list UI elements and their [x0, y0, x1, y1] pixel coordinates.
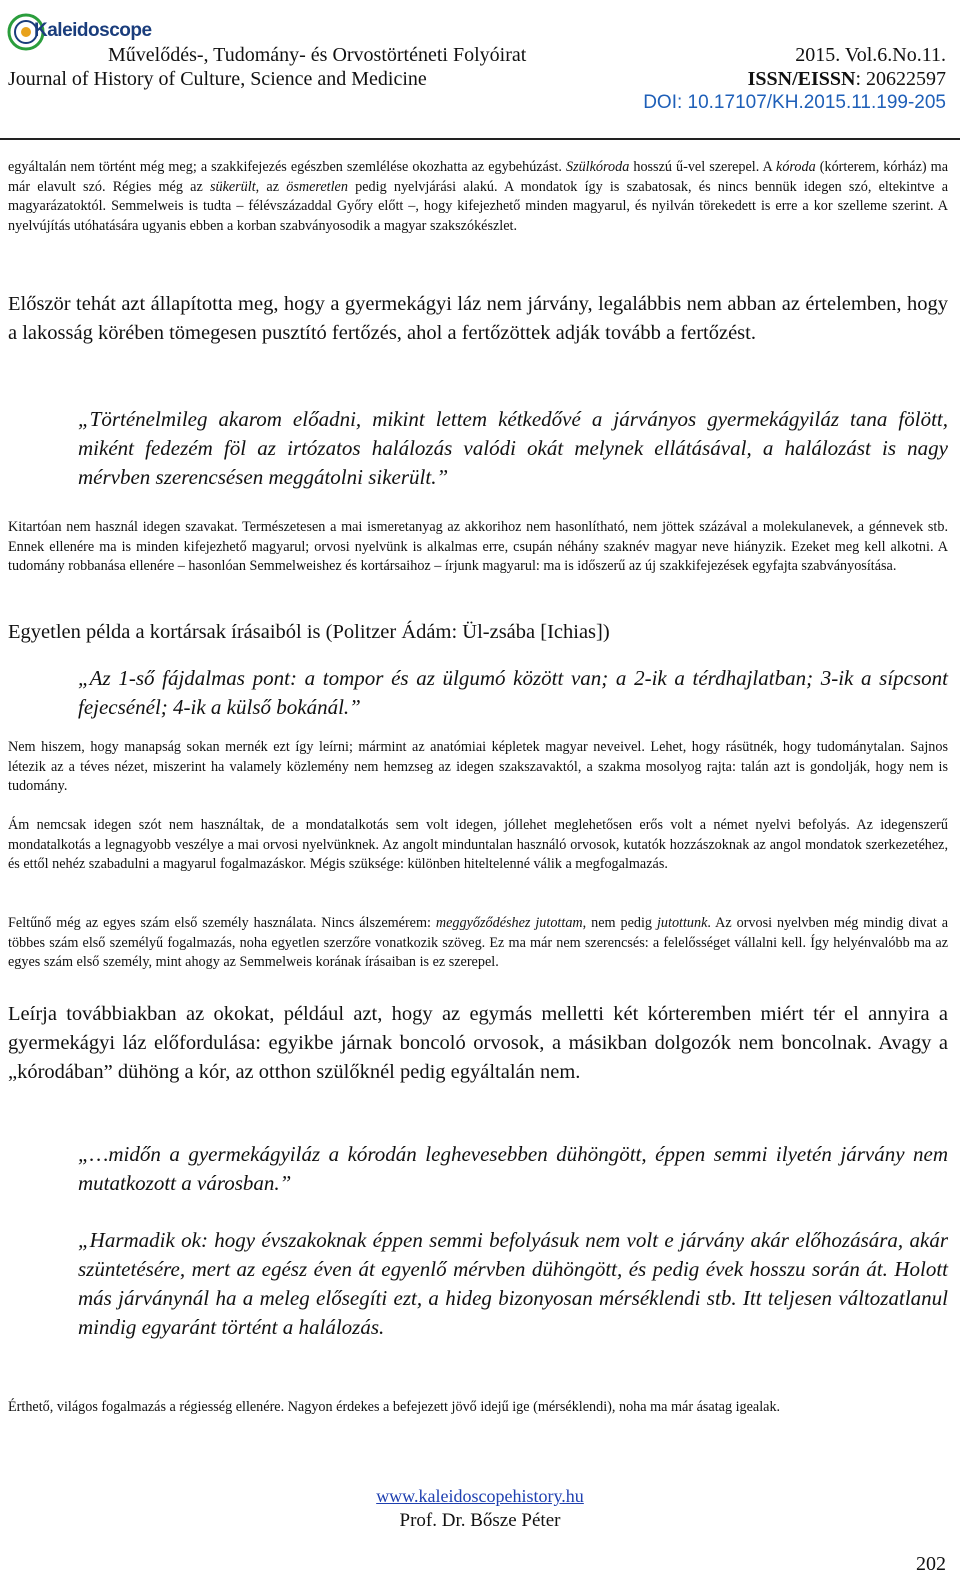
journal-header	[0, 0, 960, 140]
p1-text-a: egyáltalán nem történt még meg; a szakkifejezés egészben szemlélése okozhatta az egybehúzást.	[8, 159, 566, 175]
paragraph-1	[8, 158, 948, 236]
journal-title-english: Journal of History of Culture, Science and Medicine	[8, 68, 427, 90]
page-number: 202	[916, 1553, 946, 1575]
p1-italic-sukerult: sükerült	[209, 178, 256, 195]
quote-3: „…midőn a gyermekágyiláz a kórodán leghevesebben dühöngött, éppen semmi ilyetén járvány nem mutatkozott a városban.”	[78, 1142, 948, 1195]
issn-label: ISSN/EISSN	[747, 68, 856, 90]
paragraph-4: Egyetlen példa a kortársak írásaiból is (Politzer Ádám: Ül-zsába [Ichias])	[8, 621, 610, 643]
journal-logo	[6, 8, 152, 52]
doi-info: DOI: 10.17107/KH.2015.11.199-205	[643, 92, 946, 113]
p7-text-e: . Az orvosi nyelvben még mindig divat a többes szám első személyű fogalmazás, noha egyetlen szerzőre vonatkozik szöveg. Ez ma már nem szerencsés: a felelősséget vállalni kell. Így helyénvalóbb ma az egyes szám első személy, mint ahogy az Semmelweis korának írásaiban is ez szerepel.	[8, 915, 949, 970]
p1-text-e: (kórterem, kórház) ma már elavult szó. Régies még az	[8, 159, 948, 195]
p7-text-a: Feltűnő még az egyes szám első személy használata. Nincs álszemérem:	[8, 915, 436, 931]
p1-text-i: pedig nyelvjárási alakú. A mondatok így is szabatosak, és nincs bennük idegen szó, eltekintve a magyarázatoktól. Semmelweis is tudta – félévszázaddal Győry előtt –, hogy kifejezhető minden magyarul, és nyilván törekedett is erre a kor szelleme szerint. A nyelvújítás utóhatására ugyanis ebben a korban szabványosodik a magyar szakszókészlet.	[8, 178, 949, 234]
footer-author: Prof. Dr. Bősze Péter	[399, 1510, 561, 1531]
quote-4: „Harmadik ok: hogy évszakoknak éppen semmi befolyásuk nem volt e járvány akár előhozására, akár szüntetésére, mert az egész éven át egyenlő mérvben dühöngött, és pedig évek hosszu során át. Holott más járványnál ha a meleg elősegíti ezt, a hideg bizonyosan mérséklendi stb. Itt teljesen változatlanul mindig egyaránt történt a halálozás.	[78, 1228, 948, 1339]
footer-website	[0, 1486, 960, 1507]
quote-1: „Történelmileg akarom előadni, mikint lettem kétkedővé a járványos gyermekágyiláz tana fölött, miként fedezém föl az irtózatos halálozás valódi okát melynek ellátásával, a halálozást is nagy mérvben szerencsésen meggátolni sikerült.”	[78, 407, 948, 489]
p7-italic-jutottunk: jutottunk	[656, 915, 708, 931]
p1-italic-osmeretlen: ösmeretlen	[286, 178, 348, 195]
issn-value: : 20622597	[855, 68, 946, 90]
journal-title-hungarian: Művelődés-, Tudomány- és Orvostörténeti Folyóirat	[108, 44, 527, 66]
p1-text-c: hosszú ű-vel szerepel. A	[629, 159, 777, 175]
paragraph-8: Leírja továbbiakban az okokat, például azt, hogy az egymás melletti két kórteremben miért tér el annyira a gyermekágyi láz előfordulása: egyikbe járnak boncoló orvosok, a másikban dolgozók nem boncolnak. Avagy a „kórodában” dühöng a kór, az otthon szülőknél pedig egyáltalán nem.	[8, 1003, 948, 1083]
issn-info	[748, 68, 946, 91]
p7-italic-meggyozodeshez: meggyőződéshez jutottam	[435, 915, 583, 931]
paragraph-6: Ám nemcsak idegen szót nem használtak, de a mondatalkotás sem volt idegen, jóllehet meglehetősen erős volt a német nyelvi befolyás. Az idegenszerű mondatalkotás a legnagyobb veszélye a mai orvosi nyelvünknek. Az angolt minduntalan használó orvosok, kutatók hozzászoknak az angol mondatok szerkezetéhez, és ettől nehéz szabadulni a magyarul fogalmazáskor. Mégis szüksége: különben hiteltelenné válik a megfogalmazás.	[8, 817, 948, 872]
paragraph-9: Érthető, világos fogalmazás a régiesség ellenére. Nagyon érdekes a befejezett jövő idejű ige (mérséklendi), noha ma már ásatag igealak.	[8, 1399, 781, 1415]
logo-text: Kaleidoscope	[34, 20, 152, 41]
paragraph-2: Először tehát azt állapította meg, hogy a gyermekágyi láz nem járvány, legalábbis nem abban az értelemben, hogy a lakosság körében tömegesen pusztító fertőzés, ahol a fertőzöttek adják tovább a fertőzést.	[8, 293, 948, 344]
paragraph-3: Kitartóan nem használ idegen szavakat. Természetesen a mai ismeretanyag az akkorihoz nem hasonlítható, nem jöttek százával a molekulanevek, a génnevek stb. Ennek ellenére ma is minden kifejezhető magyarul; orvosi nyelvünk is alkalmas erre, csupán néhány szaknév magyar neve hiányzik. Ezeket meg kell alkotni. A tudomány robbanása ellenére – hasonlóan Semmelweishez és kortársaihoz – írjunk magyarul: ma is időszerű az új szakkifejezések egyfajta szabványosítása.	[8, 519, 948, 574]
quote-2: „Az 1-ső fájdalmas pont: a tompor és az ülgumó között van; a 2-ik a térdhajlatban; 3-ik a sípcsont fejecsénél; 4-ik a külső bokánál.”	[78, 666, 948, 719]
issue-info: 2015. Vol.6.No.11.	[795, 44, 946, 66]
p1-italic-szulkoroda: Szülkóroda	[565, 159, 630, 175]
header-rule	[0, 138, 960, 140]
website-link[interactable]: www.kaleidoscopehistory.hu	[376, 1486, 584, 1506]
p1-italic-koroda: kóroda	[776, 159, 816, 175]
paragraph-5: Nem hiszem, hogy manapság sokan mernék ezt így leírni; mármint az anatómiai képletek magyar neveivel. Lehet, hogy rásütnék, hogy tudománytalan. Sajnos létezik az a téves nézet, miszerint ha valamely közlemény nem hemzseg az idegen szakszavaktól, a szakma mosolyog rajta: talán azt is gondolják, hogy nem is tudomány.	[8, 739, 948, 794]
p1-text-g: , az	[255, 178, 287, 195]
paragraph-7	[8, 914, 948, 973]
p7-text-c: , nem pedig	[582, 915, 657, 931]
